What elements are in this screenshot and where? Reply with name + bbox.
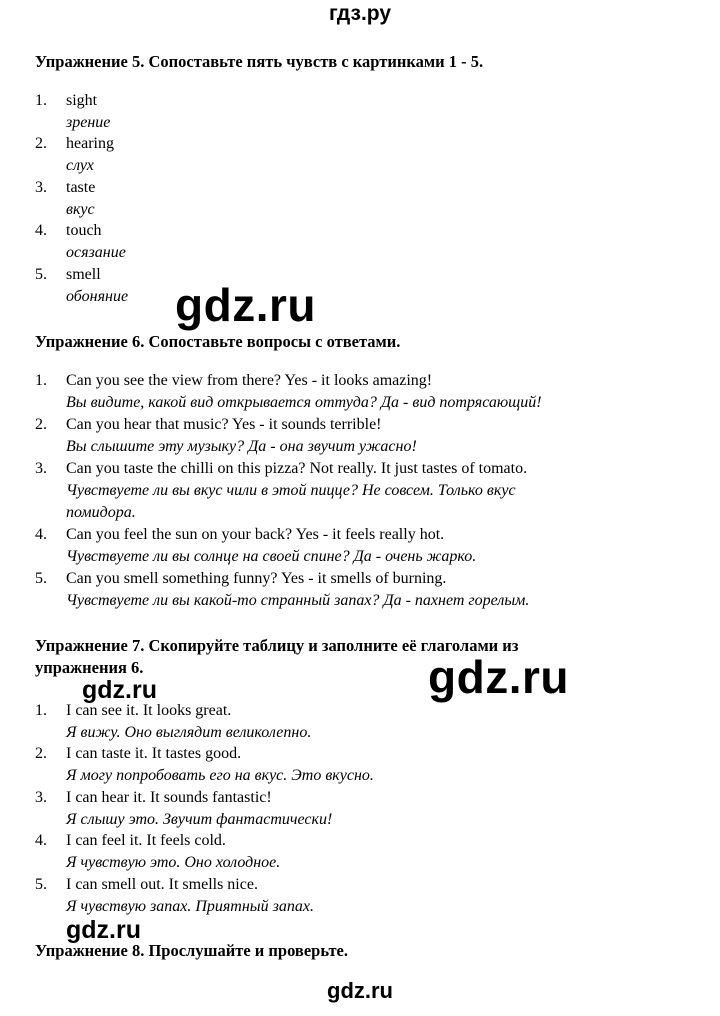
ex6-item-4-number: 4. (35, 526, 47, 543)
ex5-item-1-number: 1. (35, 92, 47, 109)
ex7-item-1-russian: Я вижу. Оно выглядит великолепно. (66, 724, 312, 741)
watermark: gdz.ru (82, 676, 157, 704)
ex5-item-3-number: 3. (35, 179, 47, 196)
site-footer: gdz.ru (327, 978, 393, 1003)
ex6-item-4-english: Can you feel the sun on your back? Yes - it feels really hot. (66, 526, 445, 543)
ex7-item-2-russian: Я могу попробовать его на вкус. Это вкусно. (66, 767, 374, 784)
ex5-item-3-russian: вкус (66, 201, 95, 218)
ex5-item-1-russian: зрение (66, 114, 111, 131)
ex5-item-3-english: taste (66, 179, 96, 196)
ex6-item-2-russian: Вы слышите эту музыку? Да - она звучит ужасно! (66, 438, 417, 455)
ex5-item-4-russian: осязание (66, 244, 126, 261)
exercise-7-heading-continued: упражнения 6. (35, 658, 144, 677)
ex5-item-4-number: 4. (35, 222, 47, 239)
ex7-item-1-english: I can see it. It looks great. (66, 702, 232, 719)
ex5-item-4-english: touch (66, 222, 102, 239)
ex6-item-1-number: 1. (35, 372, 47, 389)
ex7-item-3-russian: Я слышу это. Звучит фантастически! (66, 811, 333, 828)
ex6-item-1-english: Can you see the view from there? Yes - it looks amazing! (66, 372, 433, 389)
ex7-item-4-russian: Я чувствую это. Оно холодное. (66, 854, 281, 871)
ex7-item-3-number: 3. (35, 789, 47, 806)
exercise-8-heading: Упражнение 8. Прослушайте и проверьте. (35, 941, 348, 960)
ex6-item-3-russian-continued: помидора. (66, 504, 136, 521)
ex6-item-3-russian: Чувствуете ли вы вкус чили в этой пицце? Не совсем. Только вкус (66, 482, 516, 499)
ex7-item-5-russian: Я чувствую запах. Приятный запах. (66, 898, 314, 915)
ex5-item-5-english: smell (66, 266, 101, 283)
ex5-item-2-number: 2. (35, 135, 47, 152)
watermark: gdz.ru (175, 279, 316, 331)
ex7-item-2-number: 2. (35, 745, 47, 762)
ex5-item-2-english: hearing (66, 135, 114, 152)
ex6-item-4-russian: Чувствуете ли вы солнце на своей спине? Да - очень жарко. (66, 548, 477, 565)
watermark: gdz.ru (66, 916, 141, 944)
exercise-6-heading: Упражнение 6. Сопоставьте вопросы с ответами. (35, 332, 401, 351)
ex7-item-3-english: I can hear it. It sounds fantastic! (66, 789, 272, 806)
ex6-item-2-number: 2. (35, 416, 47, 433)
exercise-5-heading: Упражнение 5. Сопоставьте пять чувств с картинками 1 - 5. (35, 52, 484, 71)
ex7-item-4-english: I can feel it. It feels cold. (66, 832, 226, 849)
ex7-item-5-english: I can smell out. It smells nice. (66, 876, 258, 893)
ex7-item-2-english: I can taste it. It tastes good. (66, 745, 242, 762)
ex7-item-5-number: 5. (35, 876, 47, 893)
ex5-item-5-number: 5. (35, 266, 47, 283)
ex6-item-3-english: Can you taste the chilli on this pizza? Not really. It just tastes of tomato. (66, 460, 528, 477)
ex6-item-1-russian: Вы видите, какой вид открывается оттуда? Да - вид потрясающий! (66, 394, 542, 411)
ex7-item-4-number: 4. (35, 832, 47, 849)
ex6-item-3-number: 3. (35, 460, 47, 477)
ex7-item-1-number: 1. (35, 702, 47, 719)
ex5-item-2-russian: слух (66, 157, 94, 174)
exercise-7-heading: Упражнение 7. Скопируйте таблицу и заполните её глаголами из (35, 636, 519, 655)
watermark: gdz.ru (428, 651, 569, 703)
ex5-item-1-english: sight (66, 92, 98, 109)
ex6-item-5-english: Can you smell something funny? Yes - it smells of burning. (66, 570, 447, 587)
site-header: гдз.ру (328, 2, 392, 25)
ex6-item-5-number: 5. (35, 570, 47, 587)
ex6-item-2-english: Can you hear that music? Yes - it sounds terrible! (66, 416, 382, 433)
ex5-item-5-russian: обоняние (66, 288, 129, 305)
ex6-item-5-russian: Чувствуете ли вы какой-то странный запах? Да - пахнет горелым. (66, 592, 530, 609)
